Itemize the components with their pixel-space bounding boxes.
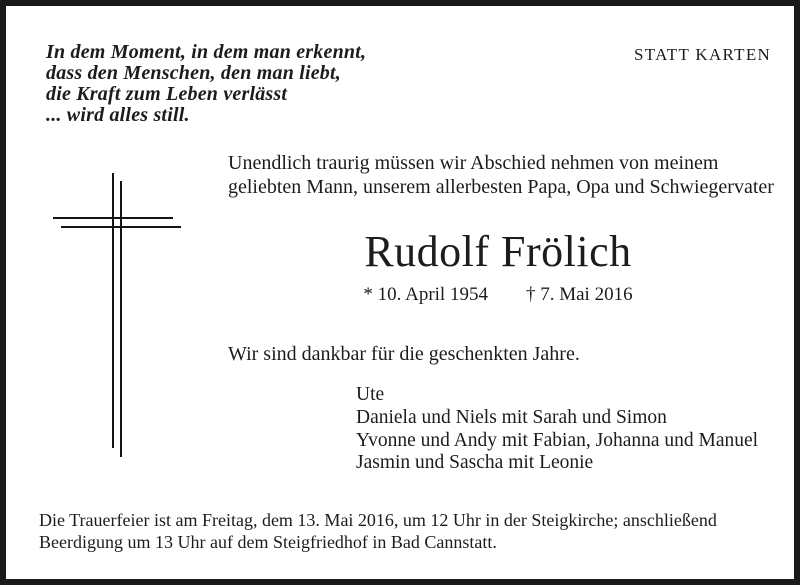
deceased-name: Rudolf Frölich bbox=[364, 227, 632, 276]
funeral-line: Die Trauerfeier ist am Freitag, dem 13. Mai 2016, um 12 Uhr in der Steigkirche; anschließend bbox=[39, 510, 717, 530]
funeral-line: Beerdigung um 13 Uhr auf dem Steigfriedhof in Bad Cannstatt. bbox=[39, 532, 497, 552]
quote-line: die Kraft zum Leben verlässt bbox=[46, 83, 288, 105]
thanks-line: Wir sind dankbar für die geschenkten Jahre. bbox=[228, 343, 580, 365]
mourner-line: Yvonne und Andy mit Fabian, Johanna und Manuel bbox=[356, 429, 759, 451]
cross-horizontal-bar bbox=[61, 226, 181, 228]
intro-text bbox=[228, 151, 788, 199]
birth-date: * 10. April 1954 bbox=[363, 284, 488, 305]
quote-line: dass den Menschen, den man liebt, bbox=[46, 62, 341, 84]
mourners-list bbox=[356, 384, 758, 475]
quote-line: ... wird alles still. bbox=[46, 104, 190, 126]
mourner-line: Ute bbox=[356, 384, 385, 405]
cross-horizontal-bar bbox=[53, 217, 173, 219]
cross-vertical-bar bbox=[120, 181, 122, 457]
life-dates bbox=[228, 283, 768, 307]
quote-line: In dem Moment, in dem man erkennt, bbox=[46, 41, 367, 63]
intro-line: Unendlich traurig müssen wir Abschied nehmen von meinem bbox=[228, 152, 719, 174]
mourner-line: Daniela und Niels mit Sarah und Simon bbox=[356, 406, 667, 428]
mourner-line: Jasmin und Sascha mit Leonie bbox=[356, 452, 594, 474]
statt-karten-label: STATT KARTEN bbox=[634, 45, 772, 64]
funeral-details bbox=[39, 509, 784, 553]
death-date: † 7. Mai 2016 bbox=[525, 284, 633, 305]
cross-vertical-bar bbox=[112, 173, 114, 448]
intro-line: geliebten Mann, unserem allerbesten Papa, Opa und Schwiegervater bbox=[228, 176, 774, 198]
opening-quote bbox=[46, 42, 366, 126]
